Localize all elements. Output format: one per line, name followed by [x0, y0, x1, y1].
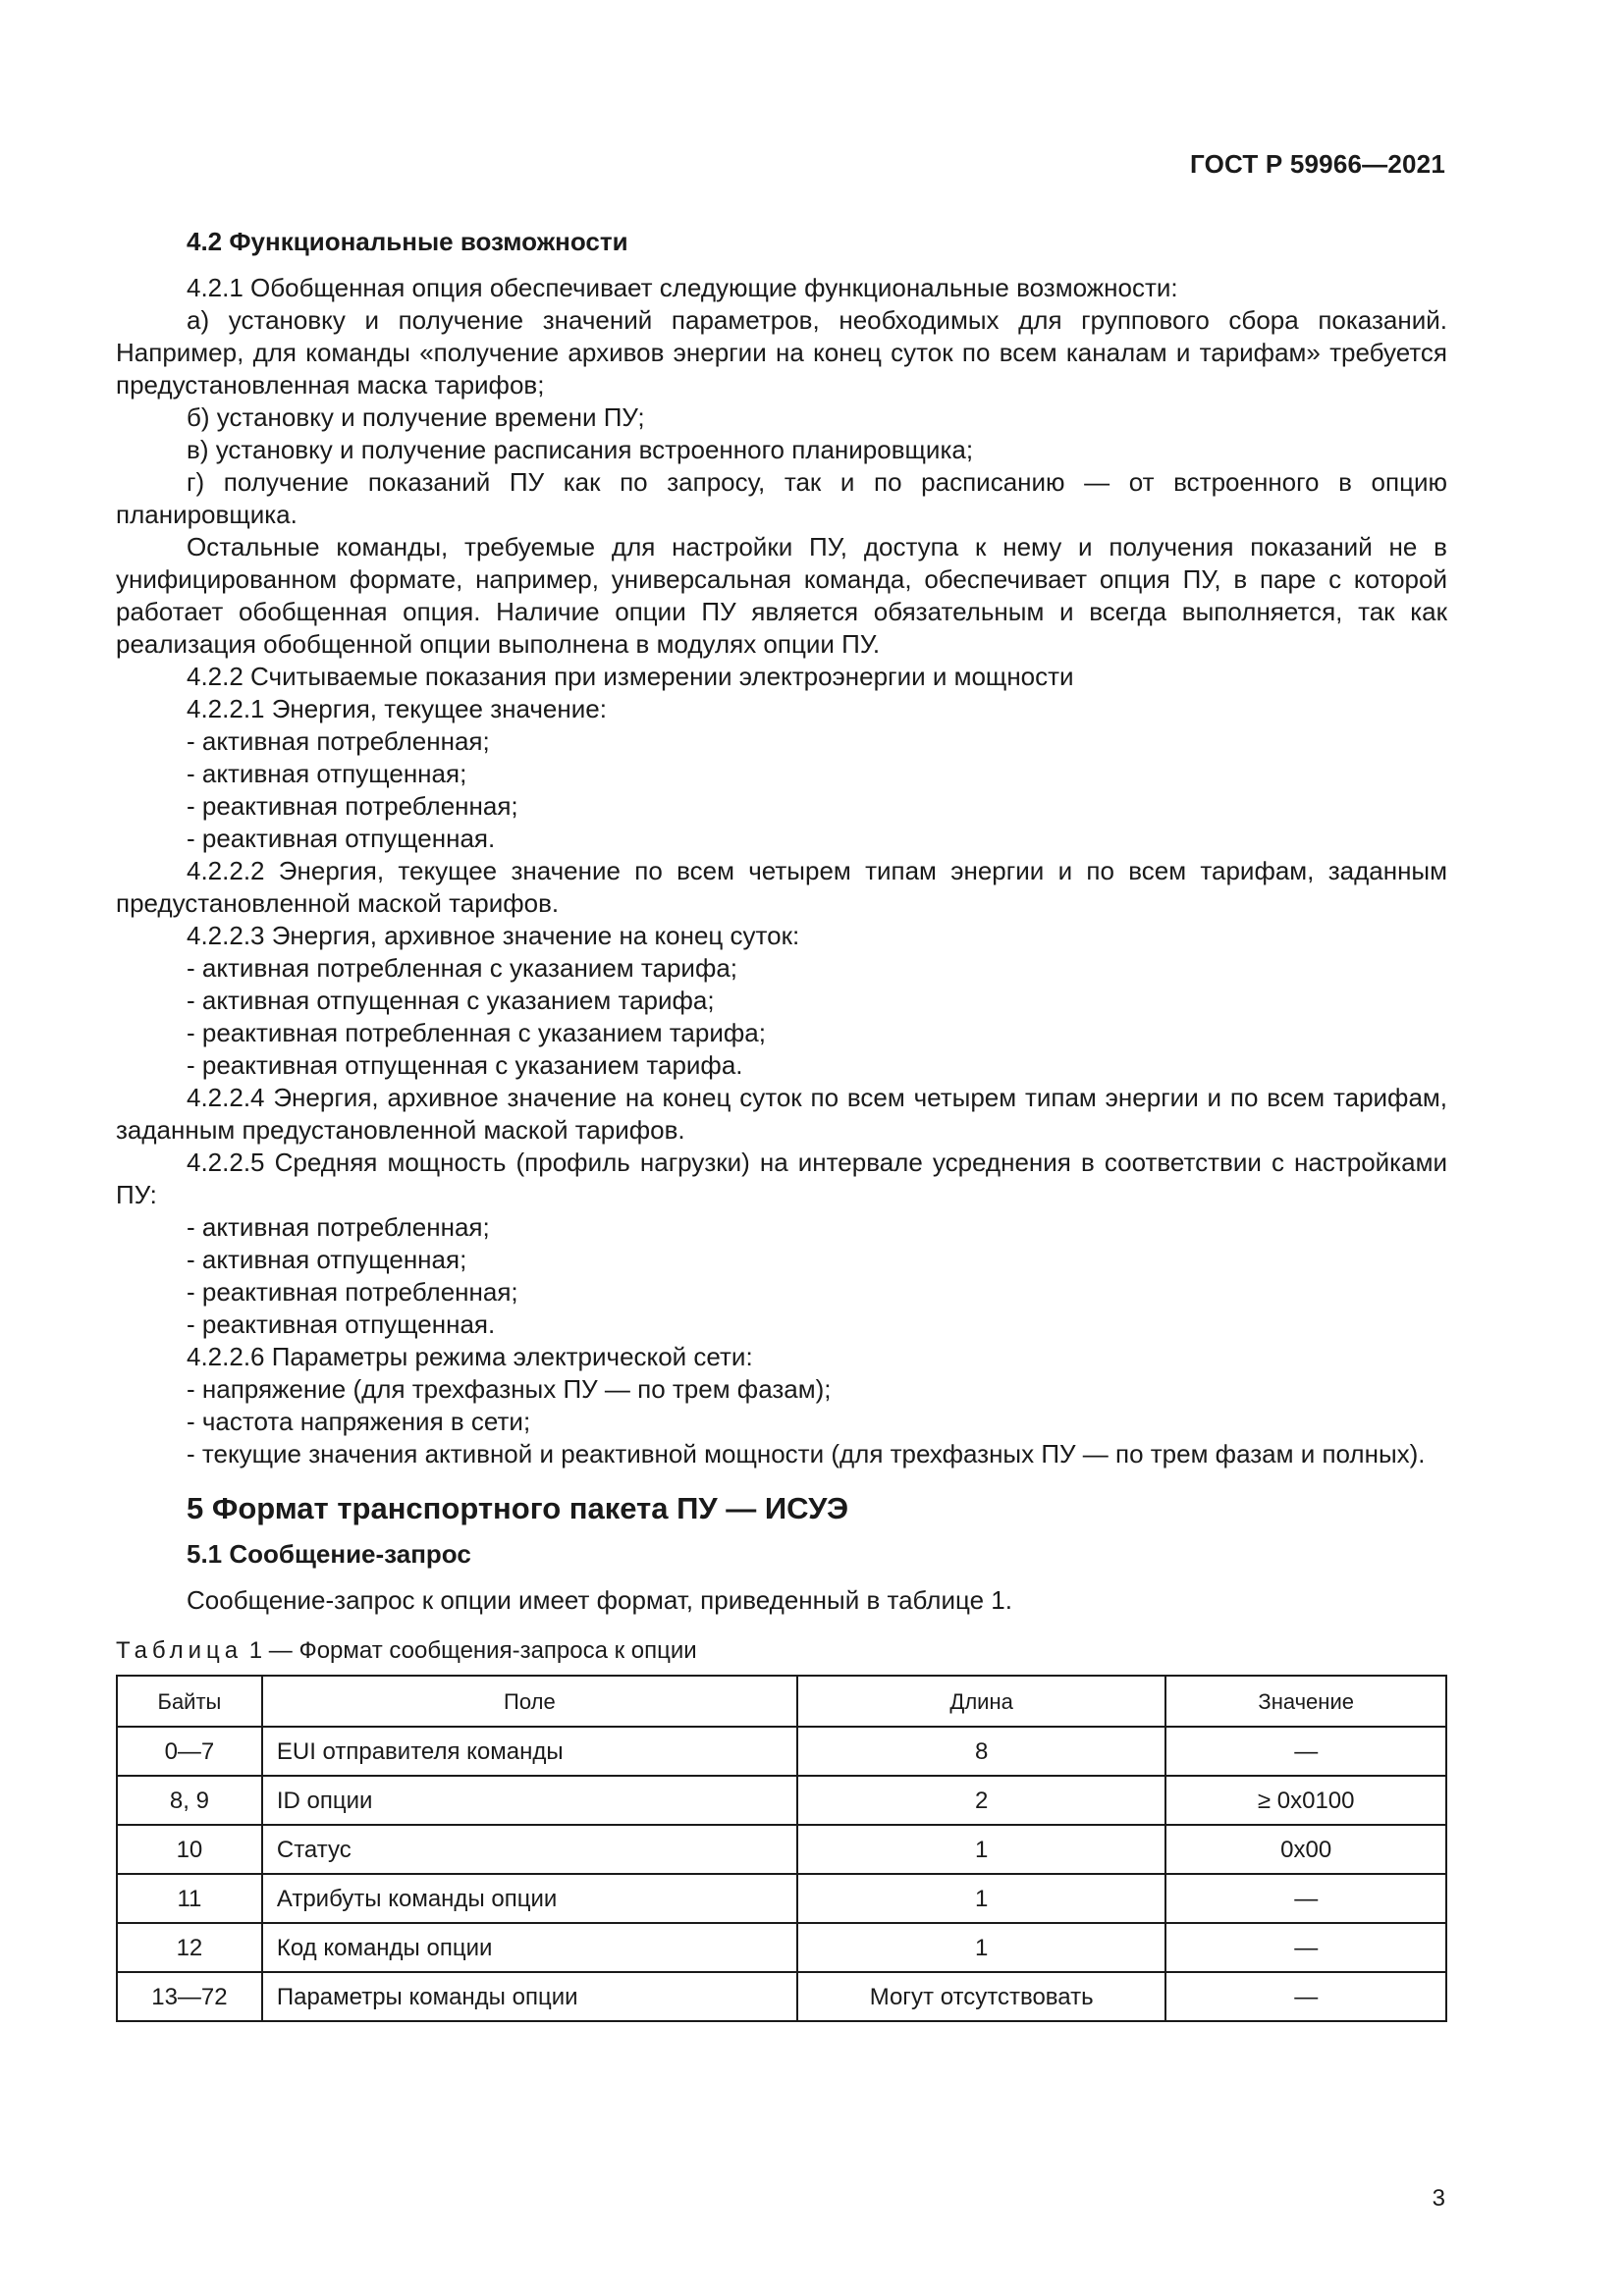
cell-field: Статус — [262, 1825, 797, 1874]
list-item: - активная отпущенная; — [187, 758, 1447, 790]
section-4-2-title: 4.2 Функциональные возможности — [187, 227, 628, 256]
list-item: - активная отпущенная с указанием тарифа; — [187, 985, 1447, 1017]
table-caption-text: 1 — Формат сообщения-запроса к опции — [248, 1637, 697, 1664]
list-item: - реактивная отпущенная. — [187, 1308, 1447, 1341]
list-item: - активная потребленная с указанием тарифа; — [187, 952, 1447, 985]
paragraph-4-2-2-3: 4.2.2.3 Энергия, архивное значение на конец суток: — [187, 921, 800, 950]
cell-value: — — [1165, 1874, 1446, 1923]
paragraph-rest: Остальные команды, требуемые для настройки ПУ, доступа к нему и получения показаний не в унифицированном формате, например, универсальная команда, обеспечивает опция ПУ, в паре с которой работает обобщенная опция. Наличие опции ПУ является обязательным и всегда выполняется, так как реализация обобщенной опции выполнена в модулях опции ПУ. — [116, 532, 1447, 659]
cell-length: 2 — [797, 1776, 1166, 1825]
cell-field: ID опции — [262, 1776, 797, 1825]
cell-length: 1 — [797, 1874, 1166, 1923]
page-number: 3 — [1432, 2185, 1445, 2212]
paragraph-4-2-1: 4.2.1 Обобщенная опция обеспечивает следующие функциональные возможности: — [187, 273, 1178, 302]
cell-length: 1 — [797, 1923, 1166, 1972]
paragraph-4-2-2-1: 4.2.2.1 Энергия, текущее значение: — [187, 694, 607, 723]
cell-value: — — [1165, 1923, 1446, 1972]
header-bytes: Байты — [117, 1676, 262, 1727]
cell-value: — — [1165, 1972, 1446, 2021]
cell-field: Параметры команды опции — [262, 1972, 797, 2021]
section-5-title: 5 Формат транспортного пакета ПУ — ИСУЭ — [187, 1491, 849, 1525]
table-row — [117, 1972, 1446, 2021]
table-row — [117, 1874, 1446, 1923]
section-5-1-intro: Сообщение-запрос к опции имеет формат, приведенный в таблице 1. — [187, 1585, 1012, 1615]
cell-bytes: 10 — [117, 1825, 262, 1874]
list-item: - реактивная отпущенная с указанием тарифа. — [187, 1049, 1447, 1082]
list-item: - активная отпущенная; — [187, 1244, 1447, 1276]
cell-value: 0x00 — [1165, 1825, 1446, 1874]
list-item: - реактивная потребленная с указанием тарифа; — [187, 1017, 1447, 1049]
header-value: Значение — [1165, 1676, 1446, 1727]
list-item: - частота напряжения в сети; — [187, 1406, 1447, 1438]
item-g: г) получение показаний ПУ как по запросу, так и по расписанию — от встроенного в опцию планировщика. — [116, 467, 1447, 529]
list-item: - активная потребленная; — [187, 1211, 1447, 1244]
header-length: Длина — [797, 1676, 1166, 1727]
standard-number: ГОСТ Р 59966—2021 — [1190, 149, 1445, 179]
cell-length: Могут отсутствовать — [797, 1972, 1166, 2021]
cell-field: Код команды опции — [262, 1923, 797, 1972]
cell-bytes: 13—72 — [117, 1972, 262, 2021]
table-caption-word: Таблица — [116, 1637, 244, 1664]
paragraph-4-2-2-4: 4.2.2.4 Энергия, архивное значение на конец суток по всем четырем типам энергии и по всем тарифам, заданным предустановленной маской тарифов. — [116, 1083, 1447, 1145]
list-item: - активная потребленная; — [187, 725, 1447, 758]
cell-value: — — [1165, 1727, 1446, 1776]
format-table — [116, 1675, 1447, 2022]
cell-field: Атрибуты команды опции — [262, 1874, 797, 1923]
table-header-row — [117, 1676, 1446, 1727]
table-caption — [116, 1634, 1447, 1667]
table-row — [117, 1923, 1446, 1972]
list-item: - реактивная потребленная; — [187, 1276, 1447, 1308]
list-item: - реактивная потребленная; — [187, 790, 1447, 823]
cell-bytes: 12 — [117, 1923, 262, 1972]
cell-field: EUI отправителя команды — [262, 1727, 797, 1776]
list-item: - напряжение (для трехфазных ПУ — по трем фазам); — [187, 1373, 1447, 1406]
cell-bytes: 0—7 — [117, 1727, 262, 1776]
table-row — [117, 1776, 1446, 1825]
item-a: а) установку и получение значений параметров, необходимых для группового сбора показаний. Например, для команды «получение архивов энергии на конец суток по всем каналам и тарифам» требуется предустановленная маска тарифов; — [116, 305, 1447, 400]
paragraph-4-2-2: 4.2.2 Считываемые показания при измерении электроэнергии и мощности — [187, 662, 1074, 691]
cell-value: ≥ 0x0100 — [1165, 1776, 1446, 1825]
paragraph-4-2-2-6: 4.2.2.6 Параметры режима электрической сети: — [187, 1342, 753, 1371]
table-row — [117, 1727, 1446, 1776]
cell-length: 1 — [797, 1825, 1166, 1874]
cell-length: 8 — [797, 1727, 1166, 1776]
cell-bytes: 11 — [117, 1874, 262, 1923]
table-row — [117, 1825, 1446, 1874]
paragraph-4-2-2-5: 4.2.2.5 Средняя мощность (профиль нагрузки) на интервале усреднения в соответствии с настройками ПУ: — [116, 1148, 1447, 1209]
cell-bytes: 8, 9 — [117, 1776, 262, 1825]
header-field: Поле — [262, 1676, 797, 1727]
item-b: б) установку и получение времени ПУ; — [187, 402, 645, 432]
list-item-last: - текущие значения активной и реактивной мощности (для трехфазных ПУ — по трем фазам и полных). — [187, 1439, 1426, 1468]
page-content — [116, 226, 1447, 2022]
section-5-1-title: 5.1 Сообщение-запрос — [187, 1539, 471, 1569]
paragraph-4-2-2-2: 4.2.2.2 Энергия, текущее значение по всем четырем типам энергии и по всем тарифам, заданным предустановленной маской тарифов. — [116, 856, 1447, 918]
item-v: в) установку и получение расписания встроенного планировщика; — [187, 435, 974, 464]
list-item: - реактивная отпущенная. — [187, 823, 1447, 855]
